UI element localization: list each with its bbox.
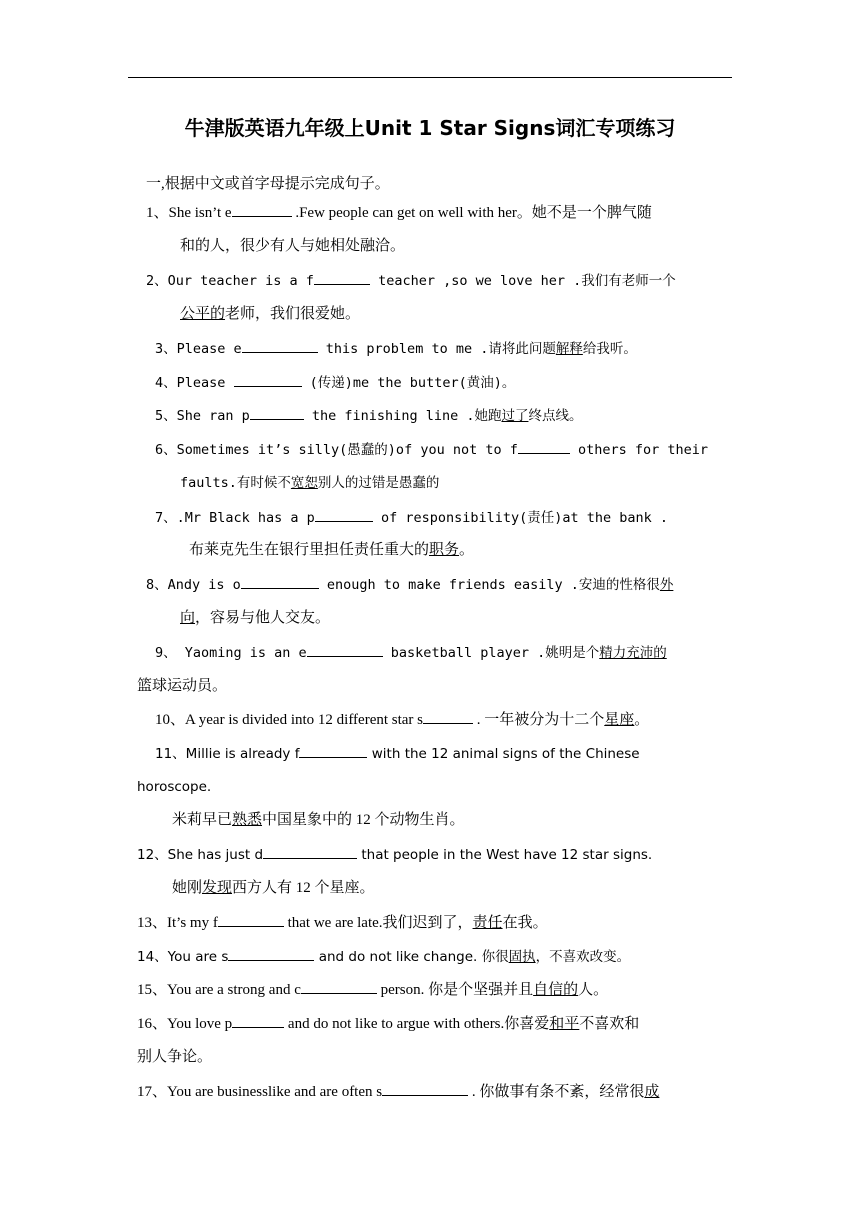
- answer-blank[interactable]: [218, 912, 284, 927]
- question-7: [155, 507, 860, 528]
- question-text: (传递)me the butter(黄油)。: [301, 375, 516, 391]
- question-text: 。: [459, 542, 475, 558]
- question-text: 10、A year is divided into 12 different star s: [155, 712, 424, 728]
- question-3: [155, 338, 860, 359]
- question-text: others for their: [569, 442, 709, 458]
- question-2: [146, 270, 860, 291]
- question-text: 米莉早已: [172, 812, 233, 828]
- underlined-word: 精力充沛的: [599, 645, 667, 661]
- question-text: 西方人有 12 个星座。: [232, 880, 375, 896]
- underlined-word: 解释: [555, 341, 583, 357]
- question-12-cont: [172, 878, 860, 898]
- question-text: 5、She ran p: [155, 408, 250, 424]
- underlined-word: 向: [180, 610, 196, 626]
- question-6: [155, 439, 860, 460]
- question-16-cont: 别人争论。: [137, 1049, 213, 1065]
- answer-blank[interactable]: [234, 372, 302, 387]
- answer-blank[interactable]: [263, 844, 357, 859]
- underlined-word: 责任: [472, 915, 503, 931]
- question-text: 7、.Mr Black has a p: [155, 510, 315, 526]
- question-9: [155, 642, 860, 663]
- answer-blank[interactable]: [232, 202, 292, 217]
- question-text: 15、You are a strong and c: [137, 982, 301, 998]
- question-text: 给我听。: [582, 341, 637, 357]
- question-text: 6、Sometimes it’s silly(愚蠢的)of you not to f: [155, 442, 518, 458]
- question-text: 人。: [578, 982, 609, 998]
- question-text: that people in the West have 12 star signs.: [357, 847, 653, 863]
- question-5: [155, 405, 860, 426]
- question-text: person. 你是个坚强并且: [376, 982, 534, 998]
- question-1-cont: 和的人，很少有人与她相处融洽。: [180, 238, 406, 254]
- question-text: 终点线。: [528, 408, 583, 424]
- underlined-word: 发现: [202, 880, 233, 896]
- question-text: . 你做事有条不紊，经常很: [468, 1084, 645, 1100]
- section-heading: 一,根据中文或首字母提示完成句子。: [146, 176, 390, 192]
- question-11: [155, 743, 860, 764]
- question-text: and do not like to argue with others.你喜爱: [284, 1016, 550, 1032]
- question-8: [146, 574, 860, 595]
- page-title: 牛津版英语九年级上Unit 1 Star Signs词汇专项练习: [184, 116, 676, 140]
- answer-blank[interactable]: [423, 709, 473, 724]
- question-text: ，容易与他人交友。: [195, 610, 331, 626]
- underlined-word: 成: [644, 1084, 660, 1100]
- question-4: [155, 372, 860, 393]
- underlined-word: 外: [659, 577, 674, 593]
- answer-blank[interactable]: [307, 642, 383, 657]
- question-text: .Few people can get on well with her。她不是一个脾气随: [291, 205, 652, 221]
- question-text: ，不喜欢改变。: [535, 949, 631, 965]
- underlined-word: 固执: [508, 949, 536, 965]
- answer-blank[interactable]: [301, 979, 377, 994]
- underlined-word: 和平: [549, 1016, 580, 1032]
- question-text: teacher ,so we love her .我们有老师一个: [369, 273, 676, 289]
- question-text: 她刚: [172, 880, 203, 896]
- question-text: 14、You are s: [137, 949, 229, 965]
- question-10: [155, 709, 860, 730]
- underlined-word: 职务: [429, 542, 460, 558]
- answer-blank[interactable]: [314, 270, 370, 285]
- question-text: of responsibility(责任)at the bank .: [372, 510, 669, 526]
- question-8-cont: [180, 608, 860, 628]
- answer-blank[interactable]: [241, 574, 319, 589]
- question-text: enough to make friends easily .安迪的性格很: [318, 577, 660, 593]
- question-12: [137, 844, 860, 865]
- question-text: basketball player .姚明是个: [382, 645, 600, 661]
- question-16: [137, 1013, 860, 1034]
- question-text: 16、You love p: [137, 1016, 233, 1032]
- question-text: 4、Please: [155, 375, 234, 391]
- answer-blank[interactable]: [232, 1013, 284, 1028]
- question-1: [146, 202, 860, 223]
- question-text: 不喜欢和: [579, 1016, 640, 1032]
- question-17: [137, 1081, 860, 1102]
- underlined-word: 公平的: [180, 306, 226, 322]
- answer-blank[interactable]: [315, 507, 373, 522]
- underlined-word: 宽恕: [290, 475, 318, 491]
- question-2-cont: [180, 304, 860, 324]
- answer-blank[interactable]: [299, 743, 367, 758]
- question-text: 17、You are businesslike and are often s: [137, 1084, 383, 1100]
- answer-blank[interactable]: [250, 405, 304, 420]
- question-text: the finishing line .她跑: [303, 408, 502, 424]
- question-text: 3、Please e: [155, 341, 242, 357]
- answer-blank[interactable]: [242, 338, 318, 353]
- answer-blank[interactable]: [518, 439, 570, 454]
- answer-blank[interactable]: [382, 1081, 468, 1096]
- underlined-word: 熟悉: [232, 812, 263, 828]
- question-7-cont: [189, 540, 860, 560]
- question-text: faults.有时候不: [180, 475, 291, 491]
- question-text: this problem to me .请将此问题: [317, 341, 556, 357]
- question-text: 11、Millie is already f: [155, 746, 300, 762]
- question-text: 12、She has just d: [137, 847, 264, 863]
- question-text: 1、She isn’t e: [146, 205, 232, 221]
- header-rule: [128, 77, 732, 78]
- question-6-cont: [180, 473, 860, 493]
- question-text: 9、 Yaoming is an e: [155, 645, 307, 661]
- question-text: that we are late.我们迟到了，: [283, 915, 473, 931]
- question-text: and do not like change. 你很: [314, 949, 509, 965]
- question-text: with the 12 animal signs of the Chinese: [367, 746, 640, 762]
- question-text: 2、Our teacher is a f: [146, 273, 314, 289]
- question-14: [137, 946, 860, 967]
- question-text: 。: [634, 712, 650, 728]
- question-text: . 一年被分为十二个: [473, 712, 605, 728]
- answer-blank[interactable]: [228, 946, 314, 961]
- question-text: 在我。: [502, 915, 548, 931]
- question-text: 13、It’s my f: [137, 915, 218, 931]
- question-9-cont: 篮球运动员。: [137, 678, 228, 694]
- question-text: 8、Andy is o: [146, 577, 241, 593]
- question-text: 别人的过错是愚蠢的: [317, 475, 440, 491]
- question-text: 中国星象中的 12 个动物生肖。: [262, 812, 465, 828]
- question-13: [137, 912, 860, 933]
- question-11-cont: horoscope.: [137, 779, 212, 795]
- question-15: [137, 979, 860, 1000]
- question-text: 布莱克先生在银行里担任责任重大的: [189, 542, 430, 558]
- underlined-word: 自信的: [533, 982, 579, 998]
- question-text: 老师，我们很爱她。: [225, 306, 361, 322]
- underlined-word: 过了: [501, 408, 529, 424]
- underlined-word: 星座: [604, 712, 635, 728]
- question-11-translation: [172, 810, 860, 830]
